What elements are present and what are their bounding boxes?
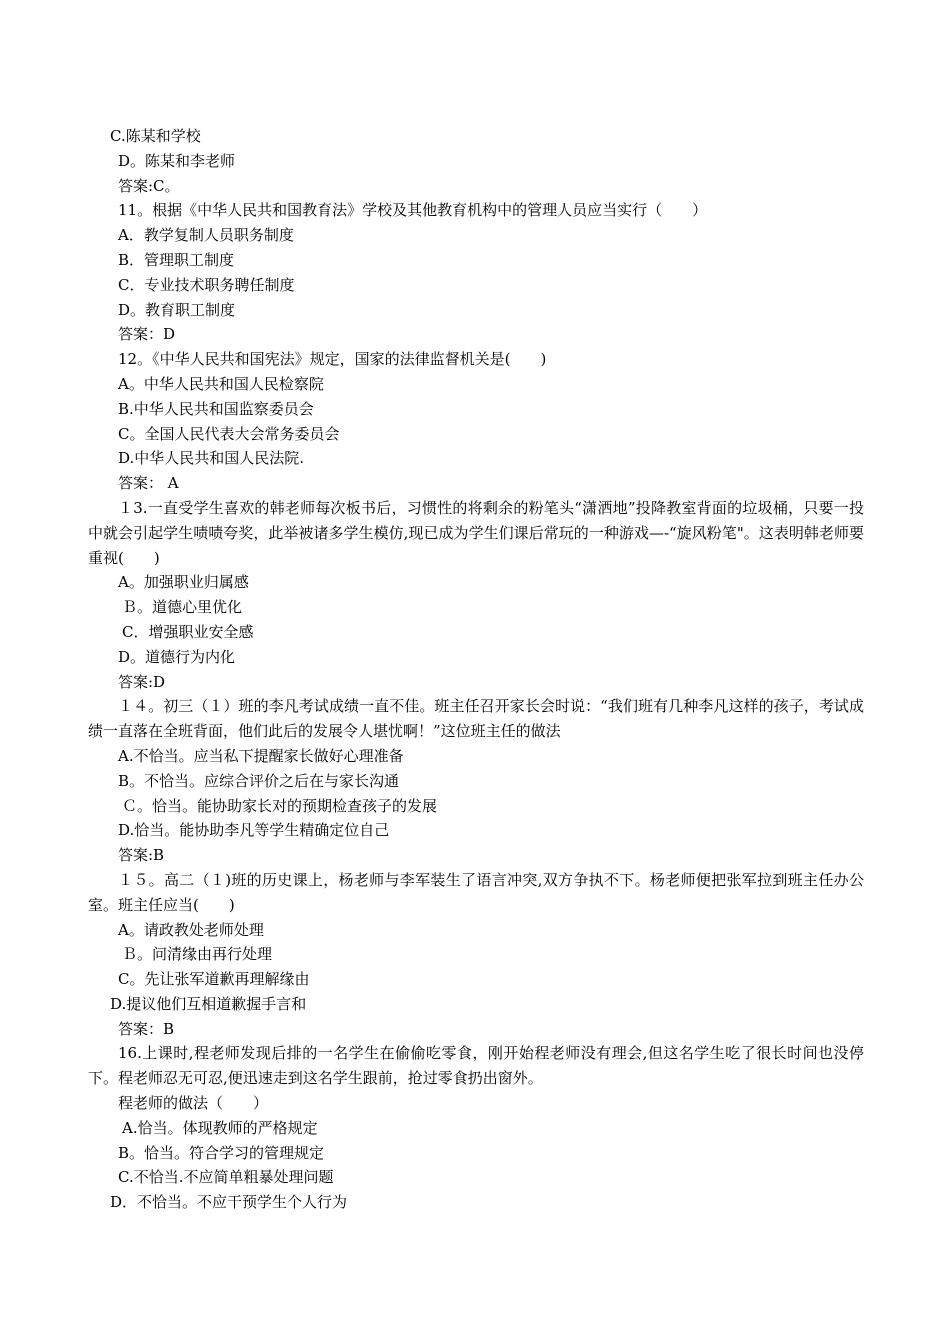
text-line: A.恰当。体现教师的严格规定 <box>122 1118 318 1137</box>
text-line: A。加强职业归属感 <box>118 573 249 592</box>
text-line: C．增强职业安全感 <box>122 622 254 641</box>
text-line: C．专业技术职务聘任制度 <box>118 275 295 294</box>
text-line: B.中华人民共和国监察委员会 <box>118 399 314 418</box>
text-line: 答案:C。 <box>118 176 180 195</box>
text-line: B。恰当。符合学习的管理规定 <box>118 1143 325 1162</box>
text-line: Ｂ。道德心里优化 <box>122 598 243 617</box>
text-line: 答案：B <box>118 1019 175 1038</box>
text-line: D。教育职工制度 <box>118 300 236 319</box>
text-line: D。陈某和李老师 <box>118 151 236 170</box>
text-line: 答案:D <box>118 672 166 691</box>
text-line: B．管理职工制度 <box>118 250 235 269</box>
text-line: 答案： A <box>118 474 179 493</box>
text-line: A．教学复制人员职务制度 <box>118 226 294 245</box>
text-line: 12。《中华人民共和国宪法》规定，国家的法律监督机关是( ) <box>118 350 547 369</box>
text-line: D．不恰当。不应干预学生个人行为 <box>110 1193 348 1212</box>
text-line: D.中华人民共和国人民法院. <box>118 449 305 468</box>
text-line: 程老师的做法（ ） <box>118 1094 269 1113</box>
text-line: D.恰当。能协助李凡等学生精确定位自己 <box>118 821 390 840</box>
text-line: 11。根据《中华人民共和国教育法》学校及其他教育机构中的管理人员应当实行（ ） <box>118 201 708 220</box>
text-line: C。全国人民代表大会常务委员会 <box>118 424 340 443</box>
text-line: D.提议他们互相道歉握手言和 <box>110 994 307 1013</box>
text-line: Ｃ。恰当。能协助家长对的预期检查孩子的发展 <box>122 796 438 815</box>
text-line: C.不恰当.不应简单粗暴处理问题 <box>118 1168 334 1187</box>
text-line: Ｂ。问清缘由再行处理 <box>122 945 273 964</box>
text-line: 16.上课时,程老师发现后排的一名学生在偷偷吃零食，刚开始程老师没有理会,但这名学生吃了很长时间也没停下。程老师忍无可忍,便迅速走到这名学生跟前，抢过零食扔出窗外。 <box>88 1044 864 1088</box>
text-line: A。中华人民共和国人民检察院 <box>118 374 324 393</box>
text-line: １４。初三（１）班的李凡考试成绩一直不佳。班主任召开家长会时说：“我们班有几种李凡这样的孩子，考试成绩一直落在全班背面，他们此后的发展令人堪忧啊！”这位班主任的做法 <box>88 697 864 741</box>
text-line: A。请政教处老师处理 <box>118 920 264 939</box>
text-line: 答案:B <box>118 846 165 865</box>
text-line: １3.一直受学生喜欢的韩老师每次板书后，习惯性的将剩余的粉笔头“潇洒地”投降教室背面的垃圾桶，只要一投中就会引起学生啧啧夸奖，此举被诸多学生模仿,现已成为学生们课后常玩的一种游戏—-“旋风粉笔"。这表明韩老师要重视( ) <box>88 498 864 567</box>
document-page <box>88 124 864 1215</box>
text-line: 答案：D <box>118 325 176 344</box>
text-line: D。道德行为内化 <box>118 647 236 666</box>
text-line: B。不恰当。应综合评价之后在与家长沟通 <box>118 771 400 790</box>
text-line: A.不恰当。应当私下提醒家长做好心理准备 <box>118 746 404 765</box>
text-line: C.陈某和学校 <box>110 127 201 145</box>
text-line: １５。高二（１)班的历史课上，杨老师与李军装生了语言冲突,双方争执不下。杨老师便把张军拉到班主任办公室。班主任应当( ) <box>88 870 864 914</box>
text-line: C。先让张军道歉再理解缘由 <box>118 970 310 989</box>
